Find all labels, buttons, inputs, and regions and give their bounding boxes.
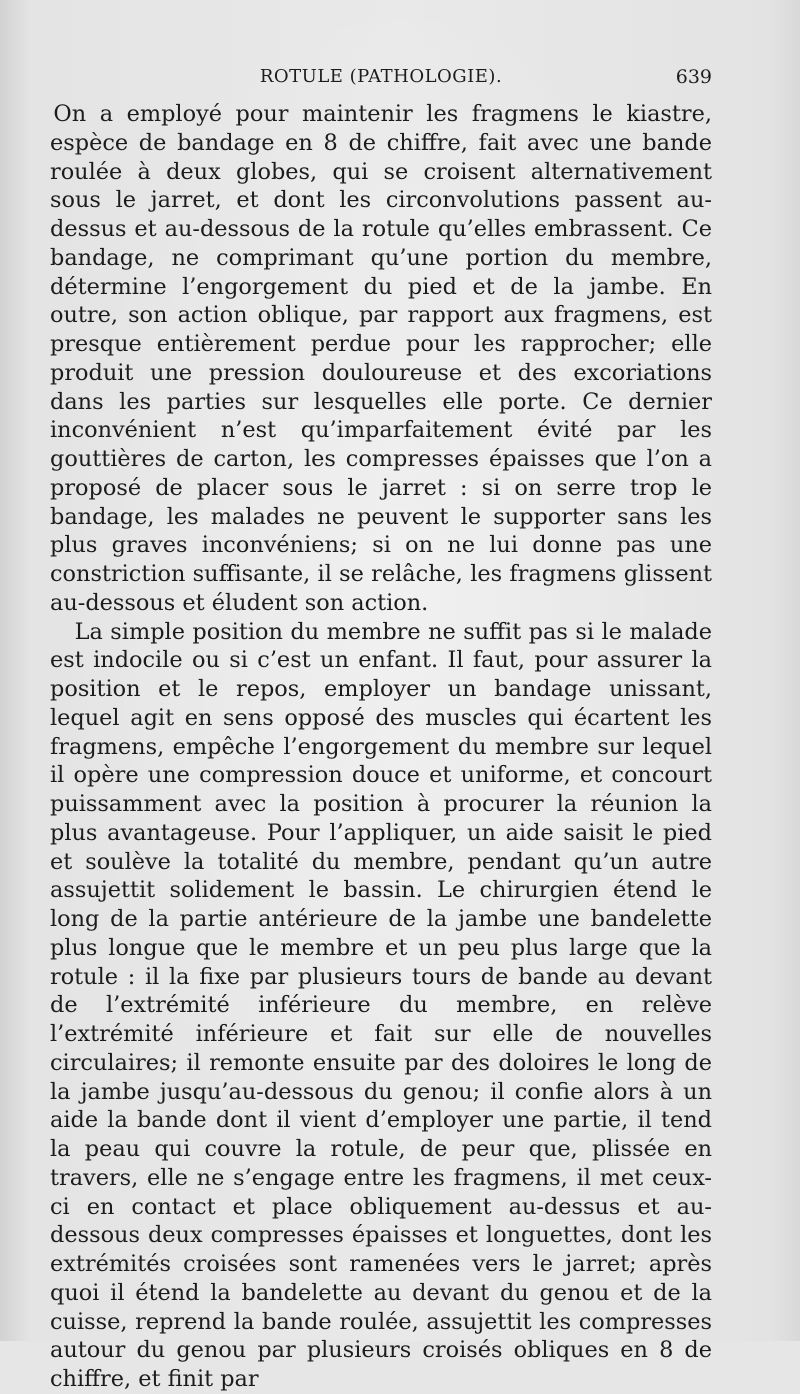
running-title: ROTULE (PATHOLOGIE). (259, 66, 503, 87)
paragraph: On a employé pour maintenir les fragmens le kiastre, espèce de bandage en 8 de chiffre, fait avec une bande roulée à deux globes, qui se croisent alternativement sous le jarret, et dont les circonvolutions passent au-dessus et au-dessous de la rotule qu’elles embrassent. Ce bandage, ne comprimant qu’une portion du membre, détermine l’engorgement du pied et de la jambe. En outre, son action oblique, par rapport aux fragmens, est presque entièrement perdue pour les rapprocher; elle produit une pression douloureuse et des excoriations dans les parties sur lesquelles elle porte. Ce dernier inconvénient n’est qu’imparfaitement évité par les gouttières de carton, les compresses épaisses que l’on a proposé de placer sous le jarret : si on serre trop le bandage, les malades ne peuvent le supporter sans les plus graves inconvéniens; si on ne lui donne pas une constriction suffisante, il se relâche, les fragmens glissent au-dessous et éludent son action. (50, 101, 712, 616)
paragraph: La simple position du membre ne suffit pas si le malade est indocile ou si c’est un enfant. Il faut, pour assurer la position et le repos, employer un bandage unissant, lequel agit en sens opposé des muscles qui écartent les fragmens, empêche l’engorgement du membre sur lequel il opère une compression douce et uniforme, et concourt puissamment avec la position à procurer la réunion la plus avantageuse. Pour l’appliquer, un aide saisit le pied et soulève la totalité du membre, pendant qu’un autre assujettit solidement le bassin. Le chirurgien étend le long de la partie antérieure de la jambe une bandelette plus longue que le membre et un peu plus large que la rotule : il la fixe par plusieurs tours de bande au devant de l’extrémité inférieure du membre, en relève l’extrémité inférieure et fait sur elle de nouvelles circulaires; il remonte ensuite par des doloires le long de la jambe jusqu’au-dessous du genou; il confie alors à un aide la bande dont il vient d’employer une partie, il tend la peau qui couvre la rotule, de peur que, plissée en travers, elle ne s’engage entre les fragmens, il met ceux-ci en contact et place obliquement au-dessus et au-dessous deux compresses épaisses et longuettes, dont les extrémités croisées sont ramenées vers le jarret; après quoi il étend la bandelette au devant du genou et de la cuisse, reprend la bande roulée, assujettit les compresses autour du genou par plusieurs croisés obliques en 8 de chiffre, et finit par (50, 618, 712, 1392)
running-head (50, 66, 712, 96)
body-text (50, 100, 712, 1394)
page-number: 639 (675, 66, 712, 88)
